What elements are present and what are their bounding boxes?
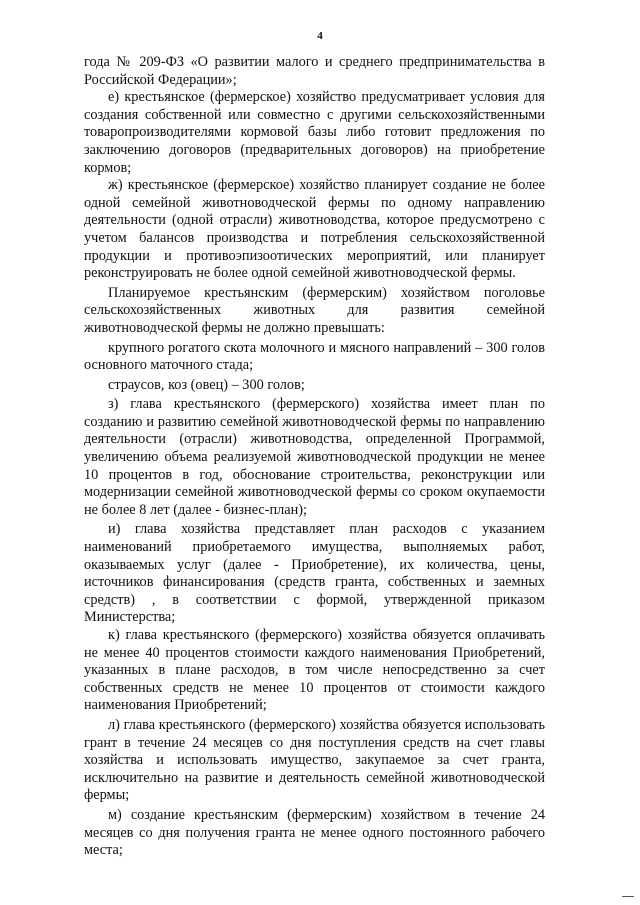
- paragraph-law-reference: года № 209-ФЗ «О развитии малого и среднего предпринимательства в Российской Федерации»;: [84, 54, 545, 88]
- paragraph-item-z: з) глава крестьянского (фермерского) хозяйства имеет план по созданию и развитию семейной животноводческой фермы по направлению деятельности (отрасли) животноводства, определенной Программой, увеличению объема реализуемой животноводческой продукции не менее 10 процентов в год, обоснование строительства, реконструкции или модернизации семейной животноводческой фермы со сроком окупаемости не более 8 лет (далее - бизнес-план);: [84, 396, 545, 518]
- document-body: [84, 54, 545, 860]
- paragraph-item-i: и) глава хозяйства представляет план расходов с указанием наименований приобретаемого имущества, выполняемых работ, оказываемых услуг (далее - Приобретение), их количества, цены, источников финансирования (средств гранта, собственных и заемных средств) , в соответствии с формой, утвержденной приказом Министерства;: [84, 521, 545, 626]
- page-number: 4: [317, 30, 323, 42]
- paragraph-item-l: л) глава крестьянского (фермерского) хозяйства обязуется использовать грант в течение 24 месяцев со дня поступления средств на счет главы хозяйства и использовать имущество, закупаемое за счет гранта, исключительно на развитие и деятельность семейной животноводческой фермы;: [84, 716, 545, 804]
- paragraph-livestock-limit: Планируемое крестьянским (фермерским) хозяйством поголовье сельскохозяйственных животных для развития семейной животноводческой фермы не должно превышать:: [84, 284, 545, 336]
- paragraph-item-m: м) создание крестьянским (фермерским) хозяйством в течение 24 месяцев со дня получения гранта не менее одного постоянного рабочего места;: [84, 806, 545, 859]
- paragraph-item-zh: ж) крестьянское (фермерское) хозяйство планирует создание не более одной семейной животноводческой фермы по одному направлению деятельности (одной отрасли) животноводства, которое предусмотрено с учетом балансов производства и потребления сельскохозяйственной продукции и противоэпизоотических мероприятий, или планирует реконструировать не более одной семейной животноводческой фермы.: [84, 177, 545, 282]
- scan-corner-mark: [622, 896, 634, 897]
- paragraph-item-k: к) глава крестьянского (фермерского) хозяйства обязуется оплачивать не менее 40 процентов стоимости каждого наименования Приобретений, указанных в плане расходов, в том числе непосредственно за счет собственных средств не менее 10 процентов от стоимости каждого наименования Приобретений;: [84, 627, 545, 714]
- paragraph-ostrich-goat-limit: страусов, коз (овец) – 300 голов;: [108, 376, 305, 393]
- paragraph-item-e: е) крестьянское (фермерское) хозяйство предусматривает условия для создания собственной или совместно с другими сельскохозяйственными товаропроизводителями кормовой базы либо готовит предложения по заключению договоров (предварительных договоров) на приобретение кормов;: [84, 89, 545, 176]
- paragraph-cattle-limit: крупного рогатого скота молочного и мясного направлений – 300 голов основного маточного стада;: [84, 339, 545, 374]
